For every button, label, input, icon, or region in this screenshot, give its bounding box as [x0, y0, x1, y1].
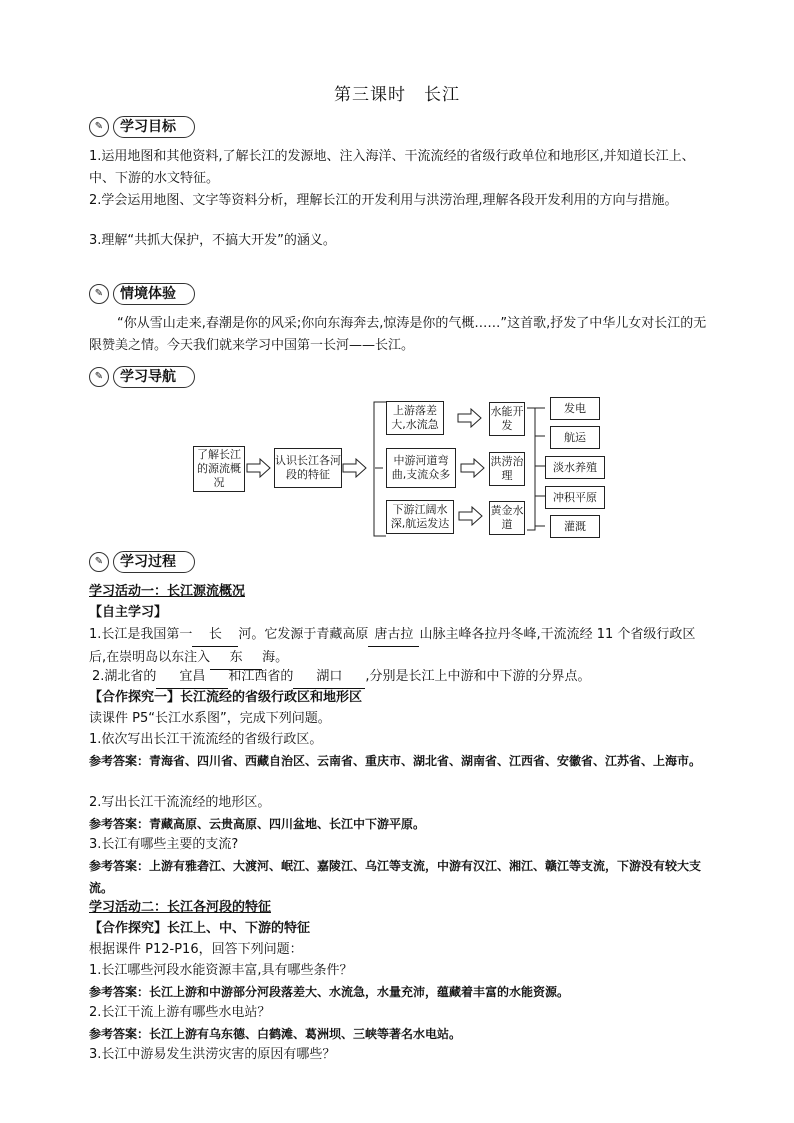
flow-box-irrigation: 灌溉 [550, 515, 600, 538]
text: 和江西省的 [228, 669, 294, 684]
book-icon: ✎ [89, 117, 109, 137]
flow-box-middle: 中游河道弯曲,支流众多 [386, 448, 456, 488]
self-study-heading: 【自主学习】 [89, 605, 168, 620]
arrow-icon [457, 408, 483, 428]
section-label: 学习目标 [113, 116, 195, 138]
flow-box-upper: 上游落差大,水流急 [386, 401, 444, 435]
text: 海。 [262, 650, 289, 665]
answer: 参考答案：上游有雅砻江、大渡河、岷江、嘉陵江、乌江等支流，中游有汉江、湘江、赣江等支流，下游没有较大支流。 [89, 859, 702, 895]
question: 2.写出长江干流流经的地形区。 [89, 795, 271, 810]
goal-item-2: 2.学会运用地图、文字等资料分析，理解长江的开发利用与洪涝治理,理解各段开发利用的方向与措施。 [89, 193, 678, 208]
blank-answer: 长 [192, 624, 238, 647]
question: 3.长江中游易发生洪涝灾害的原因有哪些？ [89, 1047, 336, 1062]
coop-heading-1: 【合作探究一】长江流经的省级行政区和地形区 [89, 690, 363, 705]
text: ,分别是长江上中游和中下游的分界点。 [365, 669, 591, 684]
question: 2.长江干流上游有哪些水电站？ [89, 1005, 271, 1020]
section-badge-scene [89, 283, 195, 305]
flow-box-shipping: 航运 [550, 426, 600, 449]
bracket-icon [525, 400, 547, 540]
flow-box-hydro: 水能开发 [489, 402, 525, 436]
text: 山脉主峰各拉丹冬峰,干流流经 11 个省级行政区后,在崇明岛以东注入 [89, 627, 696, 665]
activity-2-title: 学习活动二：长江各河段的特征 [89, 900, 272, 915]
goal-item-1: 1.运用地图和其他资料,了解长江的发源地、注入海洋、干流流经的省级行政单位和地形区,并知道长江上、中、下游的水文特征。 [89, 149, 695, 186]
arrow-icon [460, 458, 486, 478]
scene-paragraph: “你从雪山走来,春潮是你的风采;你向东海奔去,惊涛是你的气概……”这首歌,抒发了中华儿女对长江的无限赞美之情。今天我们就来学习中国第一长河——长江。 [89, 316, 707, 353]
arrow-icon [458, 506, 484, 526]
flow-box-lower: 下游江阔水深,航运发达 [386, 500, 454, 534]
flow-box-plain: 冲积平原 [545, 486, 605, 509]
text: 1.长江是我国第一 [89, 627, 193, 642]
section-label: 学习过程 [113, 551, 195, 573]
book-icon: ✎ [89, 367, 109, 387]
section-badge-process [89, 551, 195, 573]
read-instruction: 读课件 P5“长江水系图”，完成下列问题。 [89, 711, 331, 726]
flow-box-power: 发电 [550, 397, 600, 420]
arrow-icon [246, 458, 272, 478]
flow-box-mid: 认识长江各河段的特征 [274, 448, 342, 488]
question: 3.长江有哪些主要的支流? [89, 837, 239, 852]
book-icon: ✎ [89, 284, 109, 304]
flow-box-aquaculture: 淡水养殖 [545, 456, 605, 479]
text: 河。它发源于青藏高原 [238, 627, 369, 642]
coop-heading-2: 【合作探究】长江上、中、下游的特征 [89, 921, 311, 936]
blank-answer: 宜昌 [156, 666, 228, 689]
blank-answer: 东 [210, 647, 262, 670]
fill-question-1 [89, 624, 709, 670]
blank-answer: 湖口 [293, 666, 365, 689]
flow-box-start: 了解长江的源流概况 [193, 446, 245, 492]
section-label: 情境体验 [113, 283, 195, 305]
book-icon: ✎ [89, 552, 109, 572]
section-label: 学习导航 [113, 366, 195, 388]
text: 2.湖北省的 [92, 669, 157, 684]
arrow-icon [342, 458, 368, 478]
page-title: 第三课时 长江 [334, 85, 460, 105]
blank-answer: 唐古拉 [368, 624, 419, 647]
flow-box-flood: 洪涝治理 [489, 452, 525, 486]
fill-question-2 [92, 666, 712, 689]
answer: 参考答案：青海省、四川省、西藏自治区、云南省、重庆市、湖北省、湖南省、江西省、安徽省、江苏省、上海市。 [89, 754, 702, 768]
goal-item-3: 3.理解“共抓大保护，不搞大开发”的涵义。 [89, 233, 336, 248]
section-badge-nav [89, 366, 195, 388]
flow-box-golden: 黄金水道 [489, 501, 525, 535]
answer: 参考答案：长江上游和中游部分河段落差大、水流急，水量充沛，蕴藏着丰富的水能资源。 [89, 985, 570, 999]
answer: 参考答案：长江上游有乌东德、白鹤滩、葛洲坝、三峡等著名水电站。 [89, 1027, 462, 1041]
answer: 参考答案：青藏高原、云贵高原、四川盆地、长江中下游平原。 [89, 817, 426, 831]
activity-1-title: 学习活动一：长江源流概况 [89, 584, 246, 599]
section-badge-goals [89, 116, 195, 138]
read-instruction: 根据课件 P12-P16，回答下列问题： [89, 942, 303, 957]
question: 1.依次写出长江干流流经的省级行政区。 [89, 732, 323, 747]
question: 1.长江哪些河段水能资源丰富,具有哪些条件？ [89, 963, 353, 978]
